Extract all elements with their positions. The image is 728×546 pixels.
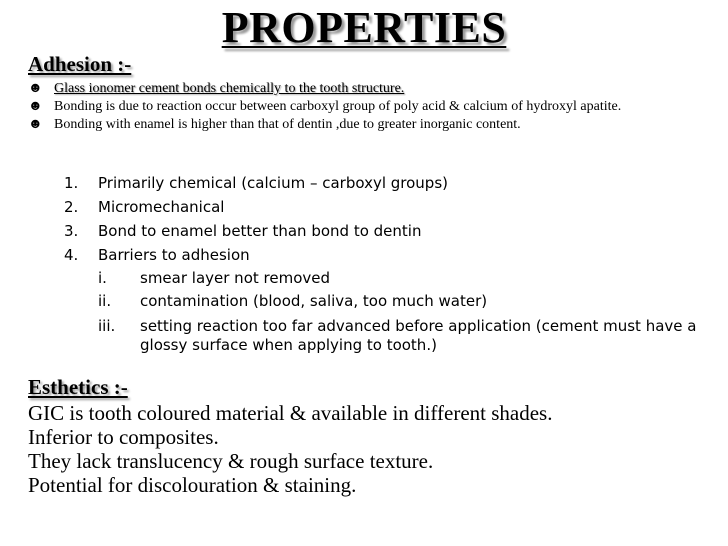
- sub-item-text: smear layer not removed: [140, 269, 330, 287]
- numbered-item: [64, 219, 704, 243]
- item-number: 4.: [64, 246, 79, 264]
- smiley-icon: ☻: [28, 81, 43, 96]
- item-text: Micromechanical: [98, 198, 225, 216]
- sub-item-number: ii.: [98, 292, 112, 310]
- sub-item: [98, 313, 704, 355]
- bullet-item: [28, 82, 708, 96]
- adhesion-heading: Adhesion :-: [28, 52, 132, 76]
- item-text: Primarily chemical (calcium – carboxyl groups): [98, 174, 448, 192]
- sub-item: [98, 267, 704, 290]
- bullet-item: [28, 100, 708, 114]
- item-text: Bond to enamel better than bond to dentin: [98, 222, 422, 240]
- sub-item-number: i.: [98, 269, 107, 287]
- numbered-item: [64, 195, 704, 219]
- esthetics-heading: Esthetics :-: [28, 375, 128, 399]
- bullet-item: [28, 118, 708, 132]
- item-number: 1.: [64, 174, 79, 192]
- page-title: PROPERTIES: [221, 3, 507, 52]
- sub-item: [98, 290, 704, 313]
- esthetics-line: Potential for discolouration & staining.: [28, 473, 357, 497]
- smiley-icon: ☻: [28, 117, 43, 132]
- barriers-sublist: [98, 267, 704, 355]
- esthetics-body: [28, 401, 708, 497]
- sub-item-text: setting reaction too far advanced before application (cement must have a glossy surface when applying to tooth.): [140, 317, 697, 354]
- item-number: 3.: [64, 222, 79, 240]
- numbered-item: [64, 171, 704, 195]
- adhesion-bullet-list: [28, 82, 708, 136]
- bullet-text: Glass ionomer cement bonds chemically to the tooth structure.: [54, 81, 405, 96]
- smiley-icon: ☻: [28, 99, 43, 114]
- numbered-item: [64, 243, 704, 355]
- esthetics-line: Inferior to composites.: [28, 425, 219, 449]
- sub-item-text: contamination (blood, saliva, too much water): [140, 292, 488, 310]
- bullet-text: Bonding with enamel is higher than that of dentin ,due to greater inorganic content.: [54, 117, 521, 132]
- adhesion-numbered-list: [64, 171, 704, 355]
- sub-item-number: iii.: [98, 317, 116, 335]
- esthetics-line: GIC is tooth coloured material & available in different shades.: [28, 401, 553, 425]
- esthetics-line: They lack translucency & rough surface texture.: [28, 449, 434, 473]
- bullet-text: Bonding is due to reaction occur between carboxyl group of poly acid & calcium of hydroxyl apatite.: [54, 99, 622, 114]
- item-text: Barriers to adhesion: [98, 246, 250, 264]
- item-number: 2.: [64, 198, 79, 216]
